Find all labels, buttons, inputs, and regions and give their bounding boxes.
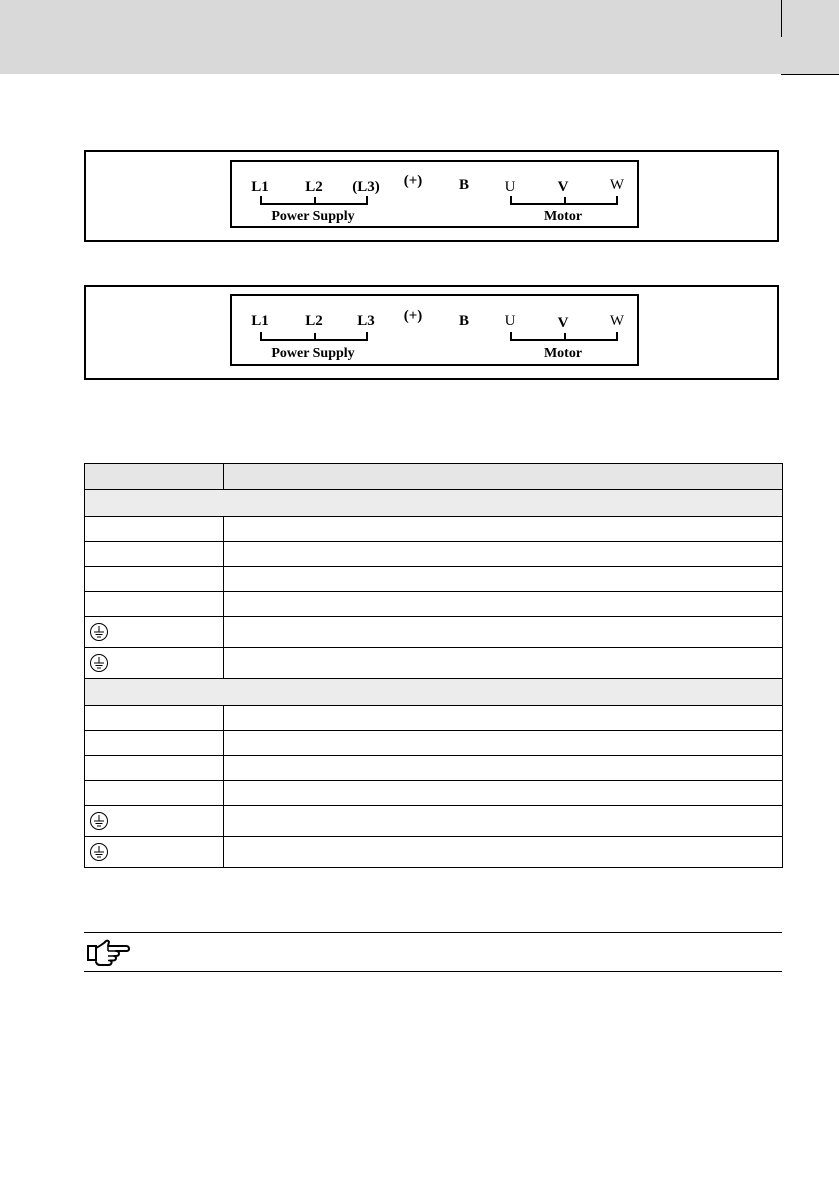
terminal-label: U	[504, 179, 516, 195]
motor-bracket	[510, 332, 618, 341]
table-row	[85, 617, 783, 648]
table-section-row	[85, 490, 783, 517]
protective-earth-icon	[89, 842, 109, 862]
crop-mark	[781, 0, 782, 37]
table-header-row	[85, 464, 783, 490]
terminal-diagram-2	[84, 285, 779, 380]
terminal-label: W	[609, 313, 625, 329]
terminal-label: (+)	[403, 173, 423, 189]
table-header-cell	[85, 464, 224, 490]
table-row	[85, 756, 783, 781]
power-supply-label: Power Supply	[271, 346, 355, 361]
protective-earth-icon	[89, 811, 109, 831]
table-row	[85, 517, 783, 542]
power-supply-bracket	[260, 332, 368, 341]
protective-earth-icon	[89, 622, 109, 642]
table-row	[85, 731, 783, 756]
terminal-label: U	[504, 313, 516, 329]
note-box	[84, 932, 782, 972]
power-supply-label: Power Supply	[271, 209, 355, 224]
table-row	[85, 542, 783, 567]
terminal-label: B	[458, 177, 470, 193]
table-row	[85, 806, 783, 837]
table-section-row	[85, 679, 783, 706]
page-header-band	[0, 0, 839, 74]
terminal-label: V	[557, 315, 569, 331]
table-row	[85, 837, 783, 868]
terminal-label: L1	[251, 313, 269, 329]
table-row	[85, 648, 783, 679]
terminal-block	[230, 160, 639, 228]
motor-label: Motor	[543, 209, 583, 224]
terminal-label: W	[609, 177, 625, 193]
table-header-cell	[224, 464, 783, 490]
terminal-label: V	[557, 179, 569, 195]
terminal-table	[84, 463, 783, 868]
power-supply-bracket	[260, 196, 368, 205]
terminal-label: L2	[305, 179, 323, 195]
table-row	[85, 706, 783, 731]
terminal-label: L2	[305, 313, 323, 329]
motor-bracket	[510, 196, 618, 205]
crop-mark	[781, 74, 839, 75]
terminal-label: L1	[251, 179, 269, 195]
table-row	[85, 567, 783, 592]
protective-earth-icon	[89, 653, 109, 673]
terminal-label: L3	[357, 313, 375, 329]
pointing-hand-icon	[86, 938, 132, 966]
terminal-label: B	[458, 313, 470, 329]
terminal-block	[230, 294, 639, 366]
terminal-diagram-1	[84, 150, 779, 242]
terminal-label: (L3)	[352, 179, 380, 195]
terminal-label: (+)	[403, 308, 423, 324]
table-row	[85, 781, 783, 806]
motor-label: Motor	[543, 346, 583, 361]
table-row	[85, 592, 783, 617]
